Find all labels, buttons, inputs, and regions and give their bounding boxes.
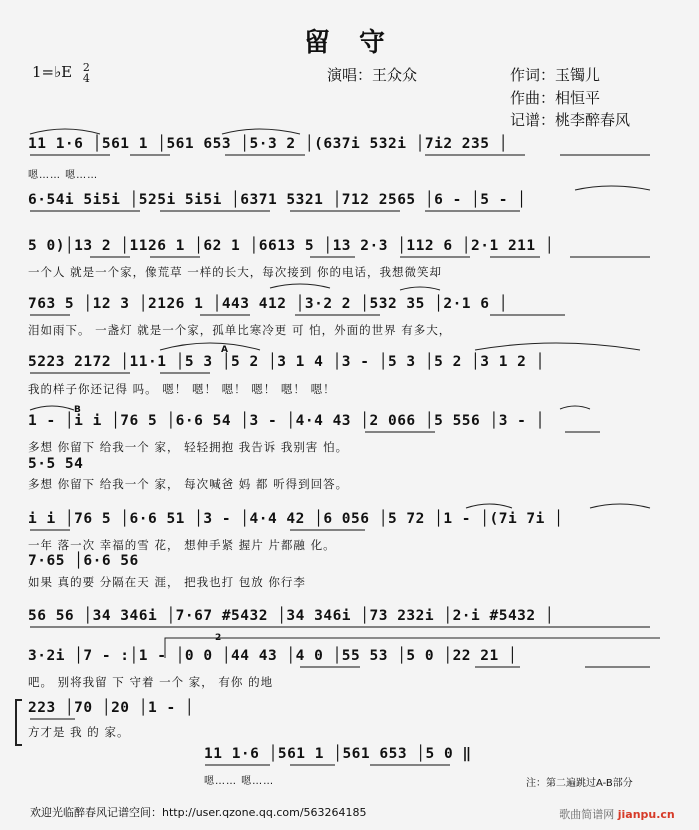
slur-7	[475, 343, 640, 350]
notation-row-6: 1 - │i i │76 5 │6·6 54 │3 - │4·4 43 │2 066 │5 556 │3 - │	[28, 413, 545, 429]
volta-2-number: 2	[215, 633, 222, 643]
notation-row-9: 3·2i │7 - :│1 - │0 0 │44 43 │4 0 │55 53 │5 0 │22 21 │	[28, 648, 518, 664]
lyrics-row-10: 方才是 我 的 家。	[28, 725, 130, 739]
notation-row-7: i i │76 5 │6·6 51 │3 - │4·4 42 │6 056 │5 72 │1 - │(7i 7i │	[28, 511, 564, 527]
slur-4	[270, 284, 330, 288]
lyrics-row-9: 吧。 别将我留 下 守着 一个 家， 有你 的地	[28, 675, 274, 689]
annotation-note: 注：第二遍跳过A-B部分	[526, 778, 633, 789]
watermark-domain: jianpu.cn	[617, 808, 675, 821]
transcriber-credit: 记谱：桃李醉春风	[510, 111, 631, 129]
slur-6	[160, 343, 260, 350]
notation-row-7b: 7·65 │6·6 56	[28, 553, 139, 569]
mark-b: B	[74, 405, 81, 415]
slur-10	[466, 504, 512, 508]
slur-11	[590, 504, 650, 508]
slur-1	[30, 129, 100, 134]
lyrics-row-5: 我的样子你还记得 吗。 嗯！ 嗯！ 嗯！ 嗯！ 嗯！ 嗯！	[28, 382, 336, 396]
notation-row-11: 11 1·6 │561 1 │561 653 │5 0 ‖	[204, 746, 472, 762]
notation-row-10: 223 │70 │20 │1 - │	[28, 700, 195, 716]
lyricist-credit: 作词：玉镯儿	[510, 66, 601, 84]
key-label: 1=♭E	[32, 63, 73, 81]
notation-row-5: 5223 2172 │11·1 │5 3 │5 2 │3 1 4 │3 - │5 3 │5 2 │3 1 2 │	[28, 354, 545, 370]
notation-row-2: 6·54i 5i5i │525i 5i5i │6371 5321 │712 2565 │6 - │5 - │	[28, 192, 527, 208]
lyrics-row-1: 嗯…… 嗯……	[28, 170, 99, 181]
left-bracket	[16, 700, 22, 745]
lyrics-row-3: 一个人 就是一个家，像荒草 一样的长大，每次接到 你的电话，我想微笑却	[28, 265, 442, 279]
time-bottom: 4	[82, 72, 90, 85]
song-title: 留 守	[303, 28, 396, 58]
notation-row-4: 763 5 │12 3 │2126 1 │443 412 │3·2 2 │532 35 │2·1 6 │	[28, 296, 508, 312]
notation-row-3: 5 0)│13 2 │1126 1 │62 1 │6613 5 │13 2·3 │112 6 │2·1 211 │	[28, 238, 555, 254]
composer-credit: 作曲：相恒平	[510, 89, 601, 107]
watermark-cn: 歌曲简谱网	[559, 808, 615, 821]
lyrics-row-4: 泪如雨下。 一盏灯 就是一个家，孤单比寒冷更 可 怕，外面的世界 有多大，	[28, 323, 452, 337]
slur-8	[30, 406, 74, 410]
slur-2	[222, 129, 300, 134]
lyrics-row-7b: 如果 真的要 分隔在天 涯， 把我也打 包放 你行李	[28, 575, 306, 589]
volta-bracket	[165, 638, 660, 658]
lyrics-row-6b: 多想 你留下 给我一个 家， 每次喊爸 妈 都 听得到回答。	[28, 477, 349, 491]
time-top: 2	[82, 61, 90, 74]
footer-url: 欢迎光临醉春风记谱空间：http://user.qzone.qq.com/563264185	[30, 806, 367, 819]
beams	[30, 155, 650, 765]
lyrics-row-11: 嗯…… 嗯……	[204, 776, 275, 787]
mark-a: A	[221, 345, 228, 355]
slur-3	[575, 186, 650, 190]
notation-row-1: 11 1·6 │561 1 │561 653 │5·3 2 │(637i 532i │7i2 235 │	[28, 136, 508, 152]
slur-5	[400, 287, 440, 290]
notation-row-8: 56 56 │34 346i │7·67 #5432 │34 346i │73 232i │2·i #5432 │	[28, 608, 555, 624]
singer-credit: 演唱：王众众	[327, 66, 418, 84]
lyrics-row-6: 多想 你留下 给我一个 家， 轻轻拥抱 我告诉 我别害 怕。	[28, 440, 349, 454]
lyrics-row-7: 一年 落一次 幸福的雪 花， 想伸手紧 握片 片都融 化。	[28, 538, 336, 552]
notation-row-6b: 5·5 54	[28, 456, 84, 472]
slur-9	[560, 406, 590, 409]
